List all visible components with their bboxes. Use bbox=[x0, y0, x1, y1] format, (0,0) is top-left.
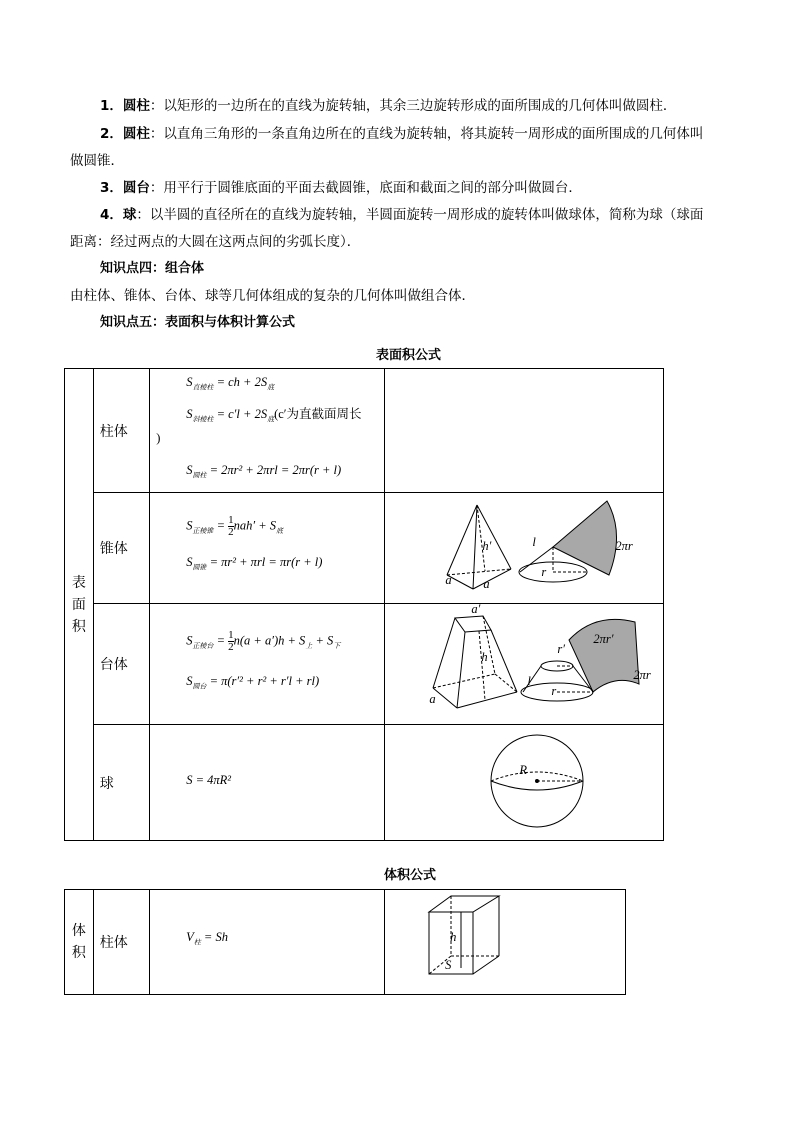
formula-sphere: S = 4πR² bbox=[186, 773, 232, 787]
para-cone-cont: 做圆锥． bbox=[70, 153, 124, 169]
para-cylinder-text: ：以矩形的一边所在的直线为旋转轴，其余三边旋转形成的面所围成的几何体叫做圆柱． bbox=[149, 98, 677, 114]
fig-label-2pir-frustum: 2πr bbox=[633, 668, 651, 682]
fig-label-2pir-prime: 2πr′ bbox=[593, 632, 614, 646]
para-frustum-head: 3．圆台 bbox=[100, 180, 150, 196]
formula-cone: $S_{圆锥} = \pi r^2 + \pi rl = \pi r(r + l)$ bbox=[186, 555, 323, 572]
para-cone-text: ：以直角三角形的一条直角边所在的直线为旋转轴，将其旋转一周形成的面所围成的几何体叫 bbox=[149, 126, 704, 142]
fig-label-R: R bbox=[519, 763, 528, 777]
para-cone bbox=[100, 124, 703, 144]
fig-label-a2: a bbox=[483, 577, 490, 591]
sphere-figure bbox=[385, 725, 667, 840]
para-frustum bbox=[100, 178, 582, 198]
figure-cell-prism bbox=[385, 369, 664, 493]
fig-label-vol-h: h bbox=[450, 930, 457, 944]
row-label-cone: 锥体 bbox=[93, 493, 149, 604]
para-cylinder bbox=[100, 96, 676, 116]
fig-label-2pir: 2πr bbox=[615, 539, 633, 553]
volume-side-label bbox=[65, 890, 94, 995]
section-title-combined: 知识点四：组合体 bbox=[100, 261, 205, 276]
vol-side-char-2: 积 bbox=[71, 945, 86, 961]
fig-label-a: a bbox=[429, 692, 436, 706]
frustum-cone-figure bbox=[521, 619, 639, 701]
row-label-prism: 柱体 bbox=[93, 369, 149, 493]
formula-cylinder: $S_{圆柱} = 2\pi r^2 + 2\pi rl = 2\pi r(r + l)$ bbox=[186, 463, 342, 480]
side-char-2: 面 bbox=[71, 596, 86, 613]
vol-side-char-1: 体 bbox=[71, 923, 86, 939]
formula-frustum-pyramid: $S_{正棱台}$ = $\frac{1}{2}$ $n(a + a')h + S_上 + S_下$ bbox=[186, 629, 341, 653]
prism-volume-figure bbox=[385, 890, 629, 994]
surface-area-table bbox=[64, 368, 664, 841]
para-frustum-text: ：用平行于圆锥底面的平面去截圆锥，底面和截面之间的部分叫做圆台． bbox=[149, 180, 582, 196]
frustum-pyramid-figure bbox=[433, 616, 517, 708]
para-combined: 由柱体、锥体、台体、球等几何体组成的复杂的几何体叫做组合体． bbox=[70, 288, 475, 304]
fig-label-h: h bbox=[481, 650, 488, 664]
figure-cell-frustum bbox=[385, 604, 664, 725]
row-label-sphere: 球 bbox=[93, 725, 149, 841]
frustum-figures bbox=[385, 604, 667, 724]
surface-side-label bbox=[65, 369, 94, 841]
formula-frustum-cone: $S_{圆台} = \pi(r'^2 + r^2 + r'l + rl)$ bbox=[186, 674, 320, 691]
formula-cell-sphere bbox=[150, 725, 385, 841]
side-char-1: 表 bbox=[71, 574, 86, 591]
fig-label-vol-S: S bbox=[445, 958, 452, 972]
figure-cell-cone bbox=[385, 493, 664, 604]
para-cylinder-head: 1．圆柱 bbox=[100, 98, 150, 114]
para-sphere-cont: 距离：经过两点的大圆在这两点间的劣弧长度）． bbox=[70, 234, 361, 250]
fig-label-slant-height: h′ bbox=[482, 539, 492, 553]
para-cone-head: 2．圆柱 bbox=[100, 126, 150, 142]
formula-pyramid: $S_{正棱锥}$ = $\frac{1}{2}$ $nah' + S_底$ bbox=[186, 514, 284, 538]
formula-cell-frustum bbox=[150, 604, 385, 725]
surface-table-title: 表面积公式 bbox=[376, 348, 442, 363]
fig-label-r-prime: r′ bbox=[557, 642, 566, 656]
volume-table-title: 体积公式 bbox=[384, 868, 437, 883]
formula-cell-cone bbox=[150, 493, 385, 604]
row-label-frustum: 台体 bbox=[93, 604, 149, 725]
formula-volume-prism: $V_柱 = Sh$ bbox=[186, 930, 228, 947]
fig-label-l-frustum: l bbox=[527, 674, 531, 688]
fig-label-a-top: a′ bbox=[471, 602, 481, 616]
vol-row-label-prism: 柱体 bbox=[93, 890, 149, 995]
figure-cell-sphere bbox=[385, 725, 664, 841]
vol-formula-cell-prism bbox=[150, 890, 385, 995]
section-title-formulas: 知识点五：表面积与体积计算公式 bbox=[100, 315, 296, 330]
para-sphere-text: ：以半圆的直径所在的直线为旋转轴，半圆面旋转一周形成的旋转体叫做球体，简称为球（球面 bbox=[136, 207, 704, 223]
fig-label-a1: a bbox=[445, 573, 452, 587]
fig-label-r-bottom: r bbox=[551, 684, 557, 698]
para-sphere bbox=[100, 205, 703, 225]
formula-oblique-prism: $S_{斜棱柱} = c'l + 2S_底(c'$为直截面周长 bbox=[186, 407, 362, 424]
formula-right-prism: $S_{直棱柱}$ = ch + $2S_底$ bbox=[186, 375, 275, 392]
formula-oblique-prism-paren: ) bbox=[156, 431, 161, 445]
volume-table bbox=[64, 889, 626, 995]
para-sphere-head: 4．球 bbox=[100, 207, 137, 223]
vol-figure-cell-prism bbox=[385, 890, 626, 995]
pyramid-figure bbox=[447, 505, 511, 589]
formula-cell-prism bbox=[150, 369, 385, 493]
fig-label-l: l bbox=[532, 535, 536, 549]
side-char-3: 积 bbox=[71, 618, 86, 635]
fig-label-r: r bbox=[541, 565, 547, 579]
